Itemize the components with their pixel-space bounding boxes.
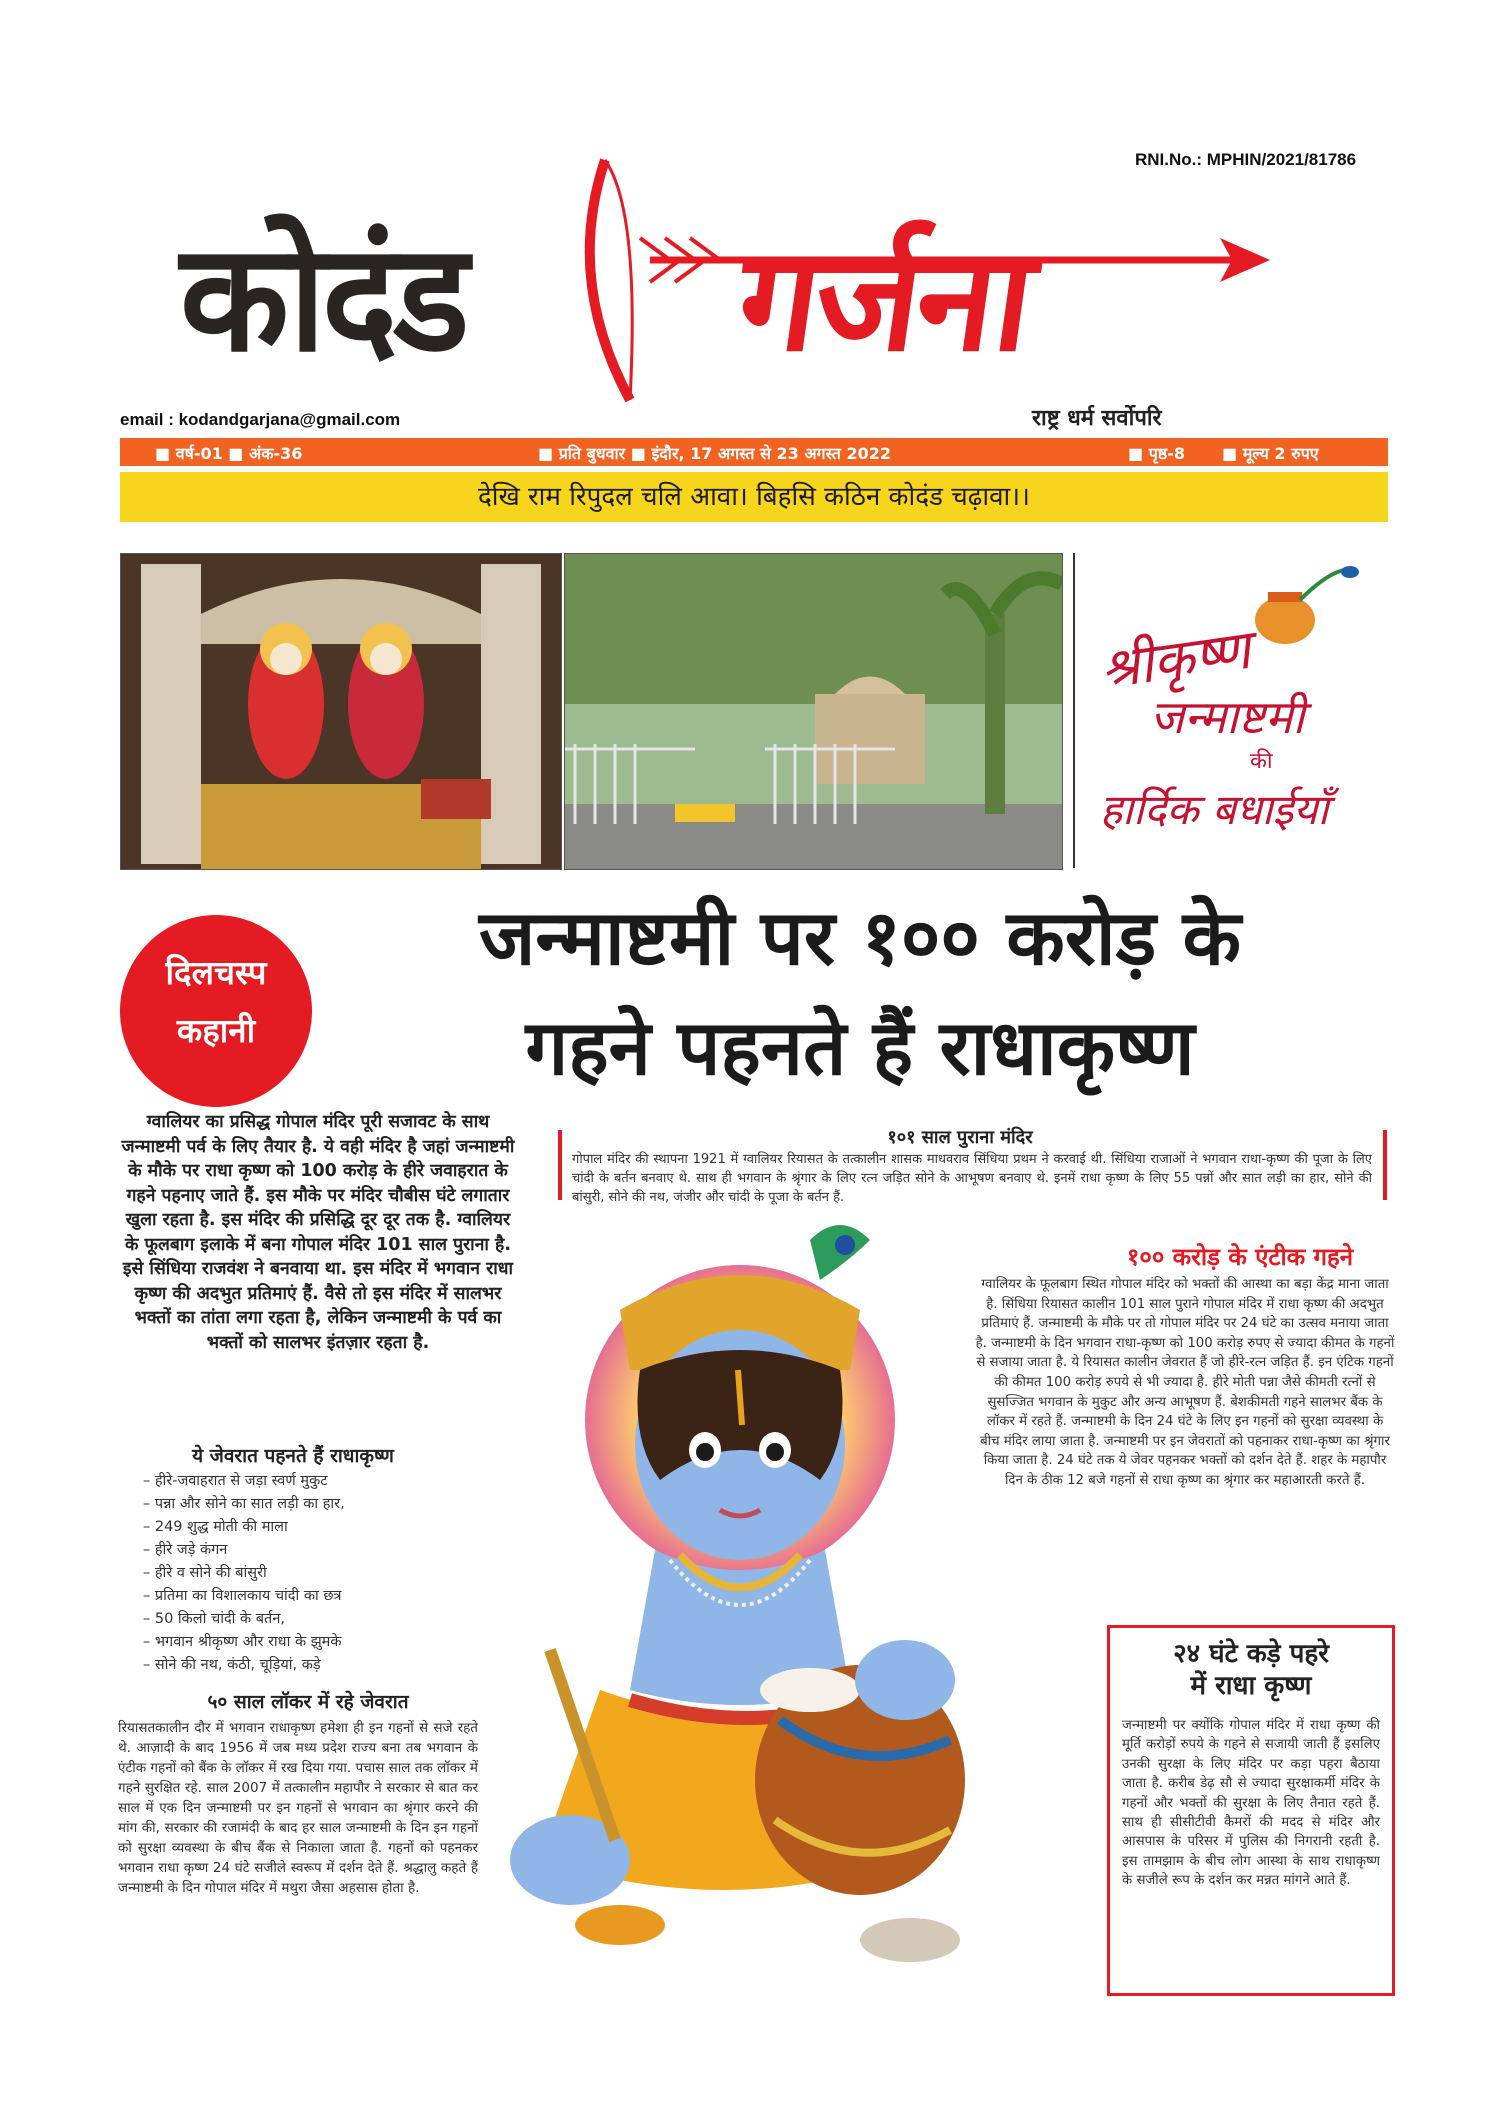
matki-peacock-feather-icon: [1240, 560, 1360, 650]
list-item: – प्रतिमा का विशालकाय चांदी का छत्र: [143, 1588, 342, 1604]
issue-number: ■ वर्ष-01 ■ अंक-36: [155, 444, 303, 463]
security-title-line-2: में राधा कृष्ण: [1190, 1671, 1312, 1701]
masthead-title-right: गर्जना: [728, 218, 1041, 383]
greeting-line-4: हार्दिक बधाईयाँ: [1100, 785, 1329, 834]
temple-gate-photo: [564, 553, 1063, 870]
antique-subheading: १०० करोड़ के एंटीक गहने: [1126, 1243, 1354, 1271]
temple-subheading: १०१ साल पुराना मंदिर: [887, 1127, 1033, 1148]
issue-info-bar: [120, 438, 1388, 466]
list-item: – हीरे-जवाहरात से जड़ा स्वर्ण मुकुट: [143, 1473, 328, 1489]
security-title-line-1: २४ घंटे कड़े पहरे: [1173, 1639, 1329, 1669]
masthead-title-left: कोदंड: [180, 211, 466, 386]
list-item: – हीरे व सोने की बांसुरी: [143, 1565, 267, 1581]
temple-idols-photo: [120, 553, 562, 870]
list-item: – पन्ना और सोने का सात लड़ी का हार,: [143, 1496, 345, 1512]
greeting-line-2: जन्माष्टमी: [1150, 690, 1305, 744]
list-item: – भगवान श्रीकृष्ण और राधा के झुमके: [143, 1634, 342, 1650]
temple-paragraph: गोपाल मंदिर की स्थापना 1921 में ग्वालियर रियासत के तत्कालीन शासक माधवराव सिंधिया प्रथम ने करवाई थी. सिंधिया राजाओं ने भगवान राधा-कृष्ण की पूजा के लिए चांदी के बर्तन बनवाए थे. साथ ही भगवान के श्रृंगार के लिए रत्न जड़ित सोने के आभूषण बनवाए थे. इनमें राधा कृष्ण के लिए 55 पन्नों और सात लड़ी का हार, सोने की बांसुरी, सोने की नथ, जंजीर और चांदी के पूजा के बर्तन हैं.: [572, 1152, 1372, 1205]
greeting-line-3: की: [1250, 749, 1273, 774]
temple-box-left-bar: [558, 1130, 562, 1200]
list-item: – हीरे जड़े कंगन: [143, 1542, 228, 1558]
price: ■ मूल्य 2 रुपए: [1222, 444, 1319, 463]
antique-paragraph: ग्वालियर के फूलबाग स्थित गोपाल मंदिर को भक्तों की आस्था का बड़ा केंद्र माना जाता है. सिंधिया रियासत कालीन 101 साल पुराने गोपाल मंदिर में राधा कृष्ण की अदभुत प्रतिमाएं हैं. जन्माष्टमी के मौके पर तो गोपाल मंदिर पर 24 घंटे का उत्सव मनाया जाता है. जन्माष्टमी के दिन भगवान राधा-कृष्ण को 100 करोड़ रुपए से ज्यादा कीमत के गहनों से सजाया जाता है. ये रियासत कालीन जेवरात हैं जो हीरे-रत्न जड़ित हैं. इन एंटिक गहनों की कीमत 100 करोड़ रुपये से भी ज्यादा है. हीरे मोती पन्ना जैसे कीमती रत्नों से सुसज्जित भगवान के मुकुट और अन्य आभूषण हैं. बेशकीमती गहने सालभर बैंक के लॉकर में रहते हैं. जन्माष्टमी के दिन 24 घंटे के लिए इन गहनों को सुरक्षा व्यवस्था के बीच मंदिर लाया जाता है. जन्माष्टमी पर इन जेवरातों को पहनाकर राधा-कृष्ण का श्रृंगार किया जाता है. 24 घंटे तक ये जेवर पहनकर भक्तों को दर्शन देते हैं. शहर के महापौर दिन के ठीक 12 बजे गहनों से राधा कृष्ण का श्रृंगार कर महाआरती करते हैं.: [975, 1277, 1395, 1488]
intro-paragraph: ग्वालियर का प्रसिद्ध गोपाल मंदिर पूरी सजावट के साथ जन्माष्टमी पर्व के लिए तैयार है. ये वही मंदिर है जहां जन्माष्टमी के मौके पर राधा कृष्ण को 100 करोड़ के हीरे जवाहरात के गहने पहनाए जाते हैं. इस मौके पर मंदिर चौबीस घंटे लगातार खुला रहता है. इस मंदिर की प्रसिद्धि दूर दूर तक है. ग्वालियर के फूलबाग इलाके में बना गोपाल मंदिर 101 साल पुराना है. इसे सिंधिया राजवंश ने बनवाया था. इस मंदिर में भगवान राधा कृष्ण की अदभुत प्रतिमाएं हैं. वैसे तो इस मंदिर में सालभर भक्तों का तांता लगा रहता है, लेकिन जन्माष्टमी के पर्व का भक्तों को सालभर इंतज़ार रहता है.: [121, 1112, 515, 1353]
greeting-line-1: श्रीकृष्ण: [1096, 617, 1255, 702]
locker-paragraph: रियासतकालीन दौर में भगवान राधाकृष्ण हमेशा ही इन गहनों से सजे रहते थे. आज़ादी के बाद 1956 में जब मध्य प्रदेश राज्य बना तब भगवान के एंटीक गहनों को बैंक के लॉकर में रख दिया गया. पचास साल तक लॉकर में गहने सुरक्षित रहे. साल 2007 में तत्कालीन महापौर ने सरकार से बात कर साल में एक दिन जन्माष्टमी पर इन गहनों से भगवान का श्रृंगार करने की मांग की, सरकार की रजामंदी के बाद हर साल जन्माष्टमी के दिन इन गहनों को सुरक्षा व्यवस्था के बीच बैंक से निकाला जाता है. गहनों को पहनकर भगवान राधा कृष्ण 24 घंटे सजीले स्वरूप में दर्शन देते हैं. श्रद्धालु कहते हैं जन्माष्टमी के दिन गोपाल मंदिर में मथुरा जैसा अहसास होता है.: [118, 1720, 478, 1896]
issue-date: ■ प्रति बुधवार ■ इंदौर, 17 अगस्त से 23 अगस्त 2022: [538, 444, 892, 463]
email-address: email : kodandgarjana@gmail.com: [120, 410, 401, 429]
headline-line-1: जन्माष्टमी पर १०० करोड़ के: [478, 893, 1242, 982]
list-item: – सोने की नथ, कंठी, चूड़ियां, कड़े: [143, 1657, 321, 1673]
column-divider: [1073, 553, 1075, 868]
jewelry-subheading: ये जेवरात पहनते हैं राधाकृष्ण: [192, 1445, 394, 1467]
jewelry-list: [143, 1470, 503, 1677]
headline-line-2: गहने पहनते हैं राधाकृष्ण: [525, 1003, 1195, 1092]
rni-number: RNI.No.: MPHIN/2021/81786: [1135, 150, 1357, 169]
story-tag-bubble: [120, 915, 312, 1107]
locker-subheading: ५० साल लॉकर में रहे जेवरात: [207, 1691, 409, 1713]
story-tag-line-2: कहानी: [176, 1011, 256, 1050]
list-item: – 249 शुद्ध मोती की माला: [143, 1519, 288, 1535]
temple-box-right-bar: [1383, 1130, 1387, 1200]
page-count: ■ पृष्ठ-8: [1128, 444, 1185, 463]
janmashtami-greeting: [1090, 560, 1390, 860]
tagline: राष्ट्र धर्म सर्वोपरि: [1032, 406, 1162, 431]
masthead-quote: देखि राम रिपुदल चलि आवा। बिहसि कठिन कोदंड चढ़ावा।।: [120, 472, 1388, 522]
security-paragraph: जन्माष्टमी पर क्योंकि गोपाल मंदिर में राधा कृष्ण की मूर्ति करोड़ों रुपये के गहने से सजायी जाती हैं इसलिए उनकी सुरक्षा के लिए मंदिर पर कड़ा पहरा बैठाया जाता है. करीब डेढ़ सौ से ज्यादा सुरक्षाकर्मी मंदिर के गहनों और भक्तों की सुरक्षा के लिए तैनात रहते हैं. साथ ही सीसीटीवी कैमरों की मदद से मंदिर और आसपास के परिसर में पुलिस की निगरानी रहती है. इस तामझाम के बीच लोग आस्था के साथ राधाकृष्ण के सजीले रूप के दर्शन कर मन्नत मांगने आते हैं.: [1122, 1718, 1380, 1889]
security-box: [1107, 1625, 1395, 1996]
story-tag-line-1: दिलचस्प: [165, 953, 267, 992]
list-item: – 50 किलो चांदी के बर्तन,: [143, 1611, 285, 1627]
